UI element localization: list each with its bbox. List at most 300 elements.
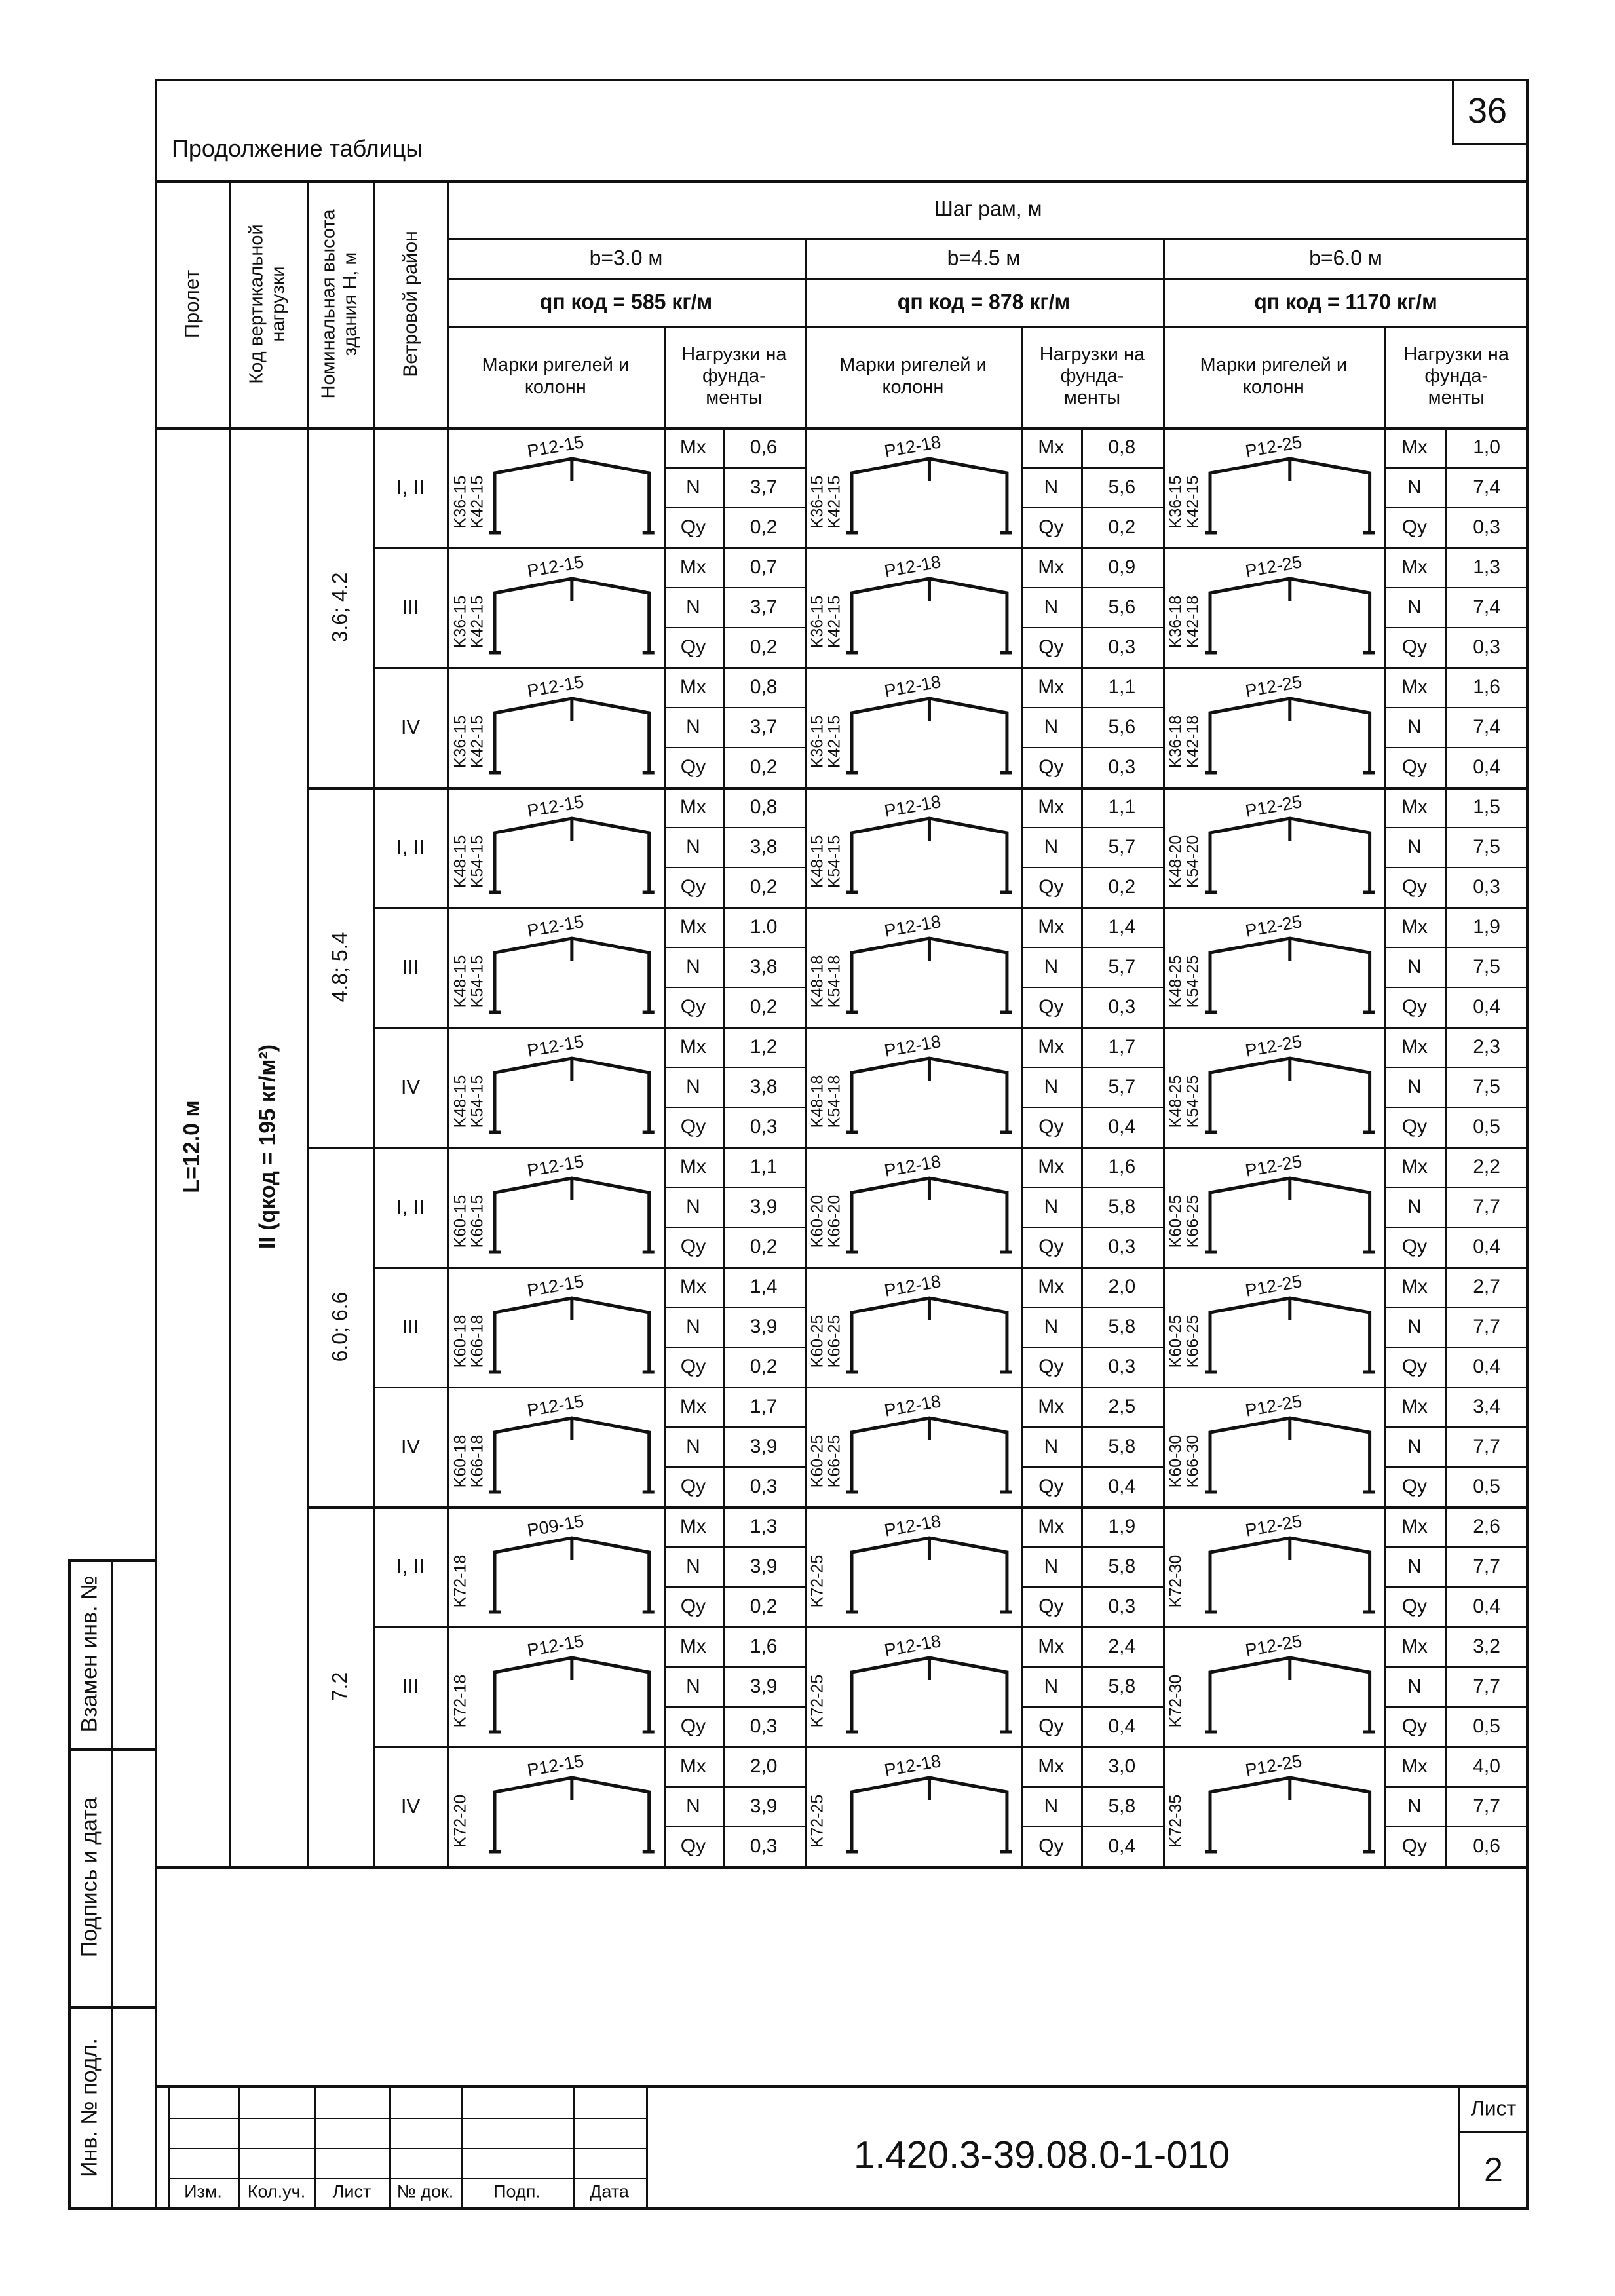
load-value: 3,9 [750, 1675, 778, 1697]
beam-mark: P12-15 [525, 1751, 586, 1780]
column-mark: K72-25 [808, 1554, 827, 1607]
grid-line [1384, 747, 1529, 748]
height-value: 6.0; 6.6 [328, 1292, 352, 1362]
force-label: N [686, 955, 700, 978]
grid-line [723, 667, 725, 787]
grid-line [1081, 1387, 1083, 1506]
grid-line [723, 427, 725, 547]
height-value: 3.6; 4.2 [328, 572, 352, 642]
force-label: Qy [1038, 1235, 1064, 1257]
beam-mark: P09-15 [525, 1511, 586, 1540]
column-mark: K42-15 [825, 475, 844, 528]
column-mark: K48-25 [1166, 955, 1185, 1008]
force-label: N [1407, 1075, 1422, 1098]
column-mark: K36-15 [451, 475, 470, 528]
force-label: Qy [680, 756, 706, 778]
load-value: 0,2 [750, 995, 778, 1018]
beam-mark: P12-25 [1244, 552, 1304, 581]
column-mark: K54-15 [468, 1075, 487, 1128]
force-label: N [686, 1435, 700, 1457]
wind-region: I, II [396, 835, 425, 858]
load-value: 7,5 [1473, 955, 1500, 978]
grid-line [664, 747, 805, 748]
force-label: N [686, 1195, 700, 1217]
force-label: Mx [1401, 915, 1428, 938]
column-mark: K42-18 [1183, 595, 1202, 648]
load-value: 3,9 [750, 1315, 778, 1337]
column-mark: K72-25 [808, 1794, 827, 1847]
grid-line [664, 1586, 805, 1588]
force-label: Qy [1401, 1355, 1428, 1377]
grid-line [664, 1626, 666, 1746]
wind-region: IV [400, 1075, 421, 1098]
force-label: Qy [1401, 995, 1428, 1018]
load-value: 2,0 [750, 1755, 778, 1777]
grid-line [664, 1826, 805, 1827]
grid-line [723, 1626, 725, 1746]
column-mark: K72-35 [1166, 1794, 1185, 1847]
force-label: Qy [680, 1835, 706, 1857]
grid-line [1021, 1267, 1023, 1387]
column-mark: K36-15 [808, 475, 827, 528]
column-mark: K36-15 [808, 595, 827, 648]
load-value: 3,7 [750, 716, 778, 738]
load-value: 5,6 [1108, 596, 1136, 618]
load-value: 0,7 [750, 556, 778, 578]
grid-line [664, 987, 805, 988]
beam-mark: P12-25 [1244, 1031, 1304, 1061]
load-value: 0,9 [1108, 556, 1136, 578]
grid-line [1384, 1387, 1386, 1506]
force-label: N [686, 1675, 700, 1697]
force-label: Mx [1401, 1035, 1428, 1058]
force-label: Mx [1401, 1515, 1428, 1537]
column-mark: K36-15 [451, 595, 470, 648]
beam-mark: P12-15 [525, 792, 586, 821]
grid-line [1021, 467, 1163, 469]
column-mark: K42-18 [1183, 715, 1202, 768]
force-label: Qy [680, 995, 706, 1018]
grid-line [1445, 907, 1447, 1027]
grid-line [1021, 547, 1023, 667]
grid-line [1021, 1147, 1023, 1267]
column-mark: K42-15 [468, 595, 487, 648]
grid-line [1384, 507, 1529, 508]
beam-mark: P12-15 [525, 432, 586, 461]
force-label: Mx [1038, 556, 1065, 578]
load-value: 0,3 [1108, 995, 1136, 1018]
load-value: 2,0 [1108, 1275, 1136, 1297]
grid-line [1445, 1746, 1447, 1866]
force-label: N [1407, 1315, 1422, 1337]
grid-line [1445, 787, 1447, 907]
column-mark: K66-25 [1183, 1195, 1202, 1248]
grid-line [1021, 1746, 1023, 1866]
force-label: N [1407, 716, 1422, 738]
grid-line [1021, 1426, 1163, 1428]
load-value: 3,8 [750, 835, 778, 858]
grid-line [1081, 1267, 1083, 1387]
grid-line [664, 707, 805, 708]
load-value: 7,7 [1473, 1435, 1500, 1457]
load-value: 0,8 [1108, 436, 1136, 458]
grid-line [664, 427, 666, 547]
grid-line [664, 326, 666, 427]
beam-mark: P12-18 [883, 1151, 943, 1181]
grid-line [1021, 1107, 1163, 1108]
grid-line [664, 827, 805, 828]
load-value: 0,3 [1108, 1595, 1136, 1617]
column-mark: K42-15 [825, 595, 844, 648]
load-value: 7,5 [1473, 835, 1500, 858]
force-label: N [1044, 1195, 1059, 1217]
load-value: 5,6 [1108, 476, 1136, 498]
grid-line [1021, 907, 1023, 1027]
load-value: 0,4 [1473, 756, 1500, 778]
grid-line [1021, 1626, 1023, 1746]
load-value: 7,4 [1473, 716, 1500, 738]
grid-line [1081, 547, 1083, 667]
load-value: 0,5 [1473, 1475, 1500, 1497]
column-mark: K66-18 [468, 1434, 487, 1487]
force-label: Mx [1038, 1035, 1065, 1058]
grid-line [1384, 326, 1386, 427]
grid-line [646, 2085, 648, 2210]
grid-line [1445, 1267, 1447, 1387]
force-label: Qy [1401, 1475, 1428, 1497]
force-label: Qy [1038, 995, 1064, 1018]
load-value: 3,8 [750, 1075, 778, 1098]
grid-line [1081, 427, 1083, 547]
grid-line [314, 2085, 316, 2210]
grid-line [1021, 787, 1023, 907]
beam-mark: P12-15 [525, 1031, 586, 1061]
force-label: Qy [1401, 1715, 1428, 1737]
force-label: Mx [1038, 1635, 1065, 1657]
force-label: Mx [1038, 1755, 1065, 1777]
force-label: Qy [1401, 756, 1428, 778]
grid-line [664, 1107, 805, 1108]
force-label: Mx [679, 1275, 706, 1297]
grid-line [1445, 1506, 1447, 1626]
beam-mark: P12-18 [883, 1271, 943, 1301]
grid-line [664, 907, 666, 1027]
load-value: 3,8 [750, 955, 778, 978]
load-value: 0,4 [1473, 1235, 1500, 1257]
title-column-label: Изм. [184, 2181, 222, 2202]
grid-line [1021, 326, 1023, 427]
load-value: 5,8 [1108, 1435, 1136, 1457]
force-label: Mx [1401, 436, 1428, 458]
load-value: 1,6 [1473, 676, 1500, 698]
load-value: 7,7 [1473, 1315, 1500, 1337]
grid-line [229, 180, 231, 1866]
grid-line [1021, 747, 1163, 748]
load-value: 1,3 [1473, 556, 1500, 578]
force-label: N [1407, 1195, 1422, 1217]
load-value: 7,7 [1473, 1675, 1500, 1697]
load-value: 7,7 [1473, 1795, 1500, 1817]
load-value: 3,7 [750, 476, 778, 498]
force-label: Mx [1038, 1515, 1065, 1537]
beam-mark: P12-15 [525, 1631, 586, 1660]
grid-line [664, 1786, 805, 1788]
header-marks: Марки ригелей и колонн [1200, 354, 1348, 398]
column-mark: K72-20 [451, 1794, 470, 1847]
column-mark: K48-15 [451, 955, 470, 1008]
load-value: 0,4 [1473, 995, 1500, 1018]
load-value: 5,8 [1108, 1675, 1136, 1697]
title-column-label: Подп. [493, 2181, 541, 2202]
grid-line [1021, 1706, 1163, 1708]
force-label: N [1044, 955, 1059, 978]
grid-line [1384, 1107, 1529, 1108]
header-load-code: Код вертикальной нагрузки [246, 223, 289, 384]
force-label: Qy [1038, 1115, 1064, 1138]
beam-mark: P12-25 [1244, 1151, 1304, 1181]
grid-line [664, 1187, 805, 1188]
header-marks: Марки ригелей и колонн [839, 354, 987, 398]
column-mark: K60-30 [1166, 1434, 1185, 1487]
column-mark: K60-25 [808, 1434, 827, 1487]
force-label: Mx [1038, 1155, 1065, 1177]
grid-line [723, 1267, 725, 1387]
force-label: Mx [679, 1395, 706, 1417]
grid-line [664, 547, 666, 667]
column-mark: K72-25 [808, 1674, 827, 1727]
grid-line [1021, 1586, 1163, 1588]
force-label: N [1044, 1075, 1059, 1098]
grid-line [1384, 787, 1386, 907]
grid-line [447, 278, 1529, 280]
beam-mark: P12-15 [525, 672, 586, 701]
force-label: N [1044, 1435, 1059, 1457]
force-label: Qy [1038, 756, 1064, 778]
grid-line [1021, 827, 1163, 828]
column-mark: K60-25 [1166, 1314, 1185, 1368]
force-label: Mx [679, 556, 706, 578]
grid-line [1021, 867, 1163, 868]
header-step-q: qп код = 1170 кг/м [1254, 290, 1437, 314]
force-label: Qy [1401, 636, 1428, 658]
grid-line [447, 326, 1529, 328]
grid-line [573, 2085, 575, 2210]
load-value: 0,4 [1108, 1475, 1136, 1497]
load-value: 1,6 [1108, 1155, 1136, 1177]
title-column-label: № док. [396, 2181, 454, 2202]
column-mark: K60-18 [451, 1434, 470, 1487]
beam-mark: P12-15 [525, 911, 586, 941]
column-mark: K60-18 [451, 1314, 470, 1368]
force-label: Qy [1038, 636, 1064, 658]
grid-line [664, 1746, 666, 1866]
grid-line [68, 1748, 155, 1751]
grid-line [1384, 547, 1386, 667]
load-value: 0,4 [1473, 1355, 1500, 1377]
load-value: 0,2 [1108, 875, 1136, 898]
load-value: 3,9 [750, 1555, 778, 1577]
grid-line [1021, 667, 1023, 787]
force-label: Qy [1401, 1595, 1428, 1617]
load-value: 3,9 [750, 1435, 778, 1457]
load-value: 0,8 [750, 795, 778, 818]
grid-line [1021, 1826, 1163, 1827]
grid-line [307, 1866, 1529, 1869]
grid-line [1021, 627, 1163, 628]
load-value: 0,3 [1473, 516, 1500, 538]
load-value: 5,8 [1108, 1555, 1136, 1577]
load-value: 7,4 [1473, 476, 1500, 498]
load-value: 0,3 [1108, 636, 1136, 658]
column-mark: K48-18 [808, 1075, 827, 1128]
beam-mark: P12-18 [883, 1631, 943, 1660]
load-value: 5,7 [1108, 955, 1136, 978]
column-mark: K48-15 [451, 1075, 470, 1128]
force-label: Qy [680, 516, 706, 538]
height-value: 7.2 [328, 1672, 352, 1701]
force-label: N [1407, 596, 1422, 618]
grid-line [664, 1147, 666, 1267]
force-label: Mx [679, 795, 706, 818]
force-label: Mx [679, 1155, 706, 1177]
column-mark: K48-18 [808, 955, 827, 1008]
grid-line [723, 547, 725, 667]
grid-line [723, 1027, 725, 1147]
force-label: Qy [1401, 875, 1428, 898]
grid-line [1384, 1746, 1386, 1866]
force-label: N [1044, 1675, 1059, 1697]
load-value: 4,0 [1473, 1755, 1500, 1777]
grid-line [1021, 947, 1163, 948]
document-code: 1.420.3-39.08.0-1-010 [854, 2133, 1230, 2177]
grid-line [664, 667, 666, 787]
column-mark: K48-20 [1166, 835, 1185, 888]
load-value: 0,2 [750, 1595, 778, 1617]
load-value: 2,4 [1108, 1635, 1136, 1657]
grid-line [461, 2085, 463, 2210]
header-marks: Марки ригелей и колонн [482, 354, 630, 398]
grid-line [1445, 547, 1447, 667]
grid-line [1384, 1626, 1386, 1746]
column-mark: K48-25 [1166, 1075, 1185, 1128]
grid-line [1384, 1147, 1386, 1267]
load-value: 0,6 [750, 436, 778, 458]
load-value: 0,2 [750, 756, 778, 778]
header-frame-step: Шаг рам, м [934, 197, 1042, 221]
grid-line [664, 587, 805, 588]
column-mark: K54-15 [468, 835, 487, 888]
force-label: Mx [1038, 1275, 1065, 1297]
grid-line [1081, 1506, 1083, 1626]
load-value: 0,2 [1108, 516, 1136, 538]
grid-line [664, 1307, 805, 1308]
grid-line [373, 180, 375, 1866]
force-label: N [686, 1315, 700, 1337]
column-mark: K66-18 [468, 1314, 487, 1368]
force-label: Mx [1401, 676, 1428, 698]
column-mark: K36-18 [1166, 715, 1185, 768]
force-label: Mx [1401, 556, 1428, 578]
grid-line [1384, 427, 1386, 547]
stamp-label: Взамен инв. № [77, 1575, 102, 1732]
grid-line [168, 2085, 170, 2210]
grid-line [1384, 1466, 1529, 1468]
load-value: 2,5 [1108, 1395, 1136, 1417]
load-value: 0,3 [1473, 636, 1500, 658]
load-value: 0,5 [1473, 1115, 1500, 1138]
force-label: N [1407, 1675, 1422, 1697]
grid-line [664, 1546, 805, 1548]
force-label: Mx [1401, 1635, 1428, 1657]
force-label: N [1407, 955, 1422, 978]
force-label: Mx [1401, 1755, 1428, 1777]
load-value: 0,8 [750, 676, 778, 698]
force-label: Mx [1038, 436, 1065, 458]
sheet-value: 2 [1484, 2151, 1503, 2189]
wind-region: III [402, 595, 419, 619]
grid-line [1384, 587, 1529, 588]
load-value: 1,1 [750, 1155, 778, 1177]
grid-line [1021, 427, 1023, 547]
grid-line [1384, 1027, 1386, 1147]
load-value: 7,7 [1473, 1555, 1500, 1577]
column-mark: K54-15 [468, 955, 487, 1008]
grid-line [1021, 1546, 1163, 1548]
grid-line [1445, 667, 1447, 787]
load-value: 1,0 [1473, 436, 1500, 458]
load-value: 0,3 [1473, 875, 1500, 898]
force-label: Mx [679, 1755, 706, 1777]
force-label: N [1044, 596, 1059, 618]
beam-mark: P12-25 [1244, 1631, 1304, 1660]
column-mark: K54-25 [1183, 1075, 1202, 1128]
force-label: N [686, 1555, 700, 1577]
grid-line [664, 1227, 805, 1228]
force-label: Qy [1038, 1715, 1064, 1737]
header-loads: Нагрузки на фунда- менты [1403, 343, 1509, 409]
grid-line [1021, 1786, 1163, 1788]
force-label: N [1407, 835, 1422, 858]
beam-mark: P12-18 [883, 672, 943, 701]
force-label: Qy [680, 636, 706, 658]
column-mark: K42-15 [468, 475, 487, 528]
load-value: 0,4 [1108, 1835, 1136, 1857]
grid-line [1384, 1706, 1529, 1708]
column-mark: K48-15 [451, 835, 470, 888]
grid-line [723, 907, 725, 1027]
force-label: Qy [680, 1475, 706, 1497]
header-span: Пролет [180, 269, 203, 338]
grid-line [1384, 1307, 1529, 1308]
grid-line [1384, 1546, 1529, 1548]
load-value: 1,3 [750, 1515, 778, 1537]
force-label: N [1044, 716, 1059, 738]
load-value: 0,3 [750, 1115, 778, 1138]
load-value: 0,3 [750, 1715, 778, 1737]
grid-line [1021, 1466, 1163, 1468]
grid-line [168, 2148, 646, 2149]
grid-line [1384, 907, 1386, 1027]
column-mark: K42-15 [468, 715, 487, 768]
grid-line [1021, 587, 1163, 588]
table-caption: Продолжение таблицы [172, 135, 423, 162]
load-value: 0,2 [750, 1235, 778, 1257]
column-mark: K60-25 [808, 1314, 827, 1368]
grid-line [1384, 1826, 1529, 1827]
grid-line [1445, 1147, 1447, 1267]
grid-line [1445, 1387, 1447, 1506]
grid-line [168, 2118, 646, 2119]
